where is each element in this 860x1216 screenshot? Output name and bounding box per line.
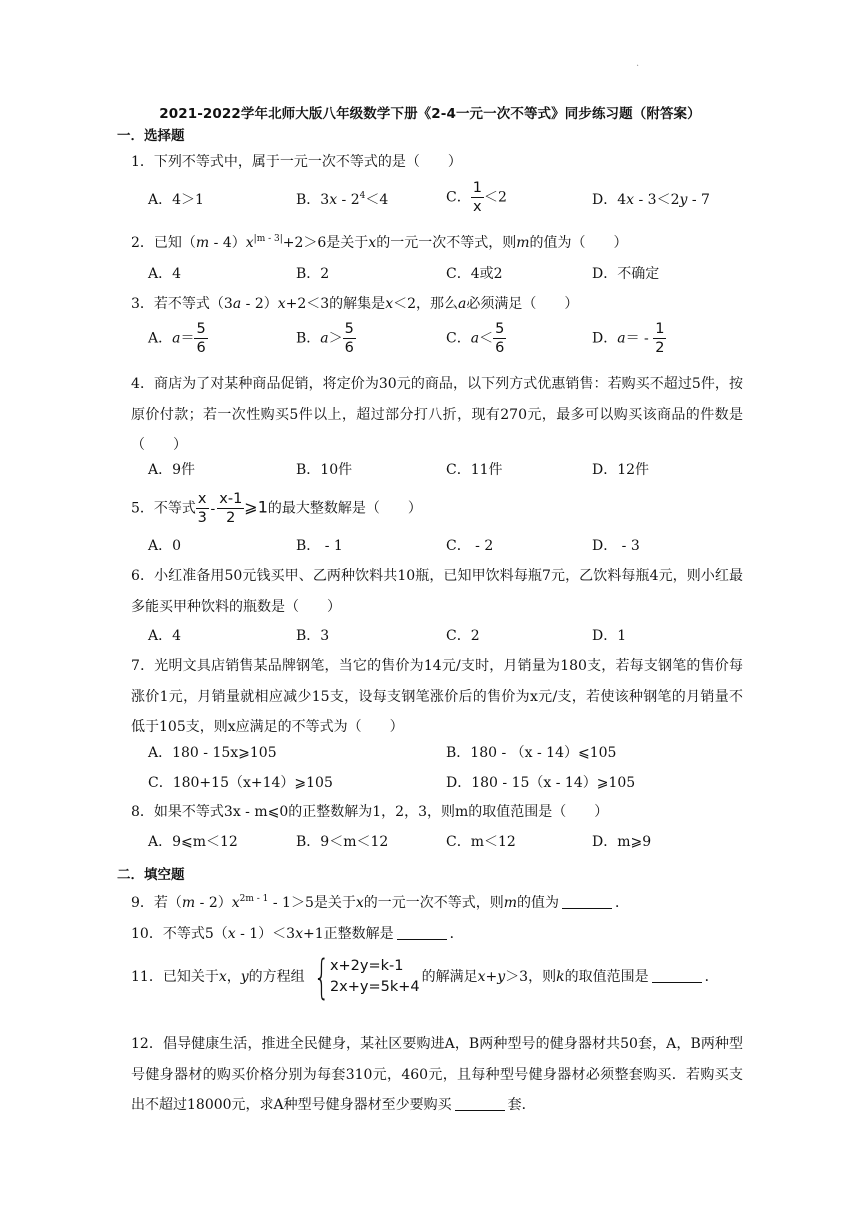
question-8: 8．如果不等式3x - m⩽0的正整数解为1，2，3，则m的取值范围是（ ） — [131, 804, 609, 820]
q6-option-d[interactable]: D．1 — [592, 628, 627, 644]
q1-option-c[interactable]: C． $\frac{1}{x}$ ＜2 — [446, 180, 507, 215]
page-marker: . — [636, 58, 640, 69]
question-5: 5．不等式 $\frac{x}{3}$ - $\frac{x-1}{2}$ ⩾1的最大整数解是（ ） — [131, 491, 422, 526]
q5-option-b[interactable]: B． - 1 — [296, 538, 343, 554]
q3-option-d[interactable]: D．a＝ - $\frac{1}{2}$ — [592, 321, 665, 356]
q2-option-a[interactable]: A．4 — [148, 266, 182, 282]
q7-option-c[interactable]: C．180+15（x+14）⩾105 — [148, 775, 333, 791]
q1-option-d[interactable]: D．4x - 3＜2y - 7 — [592, 192, 710, 208]
q10-answer-blank[interactable] — [397, 925, 447, 940]
q5-option-d[interactable]: D． - 3 — [592, 538, 640, 554]
q1-c-fraction: $\frac{1}{x}$ — [472, 180, 482, 215]
q4-option-d[interactable]: D．12件 — [592, 462, 650, 478]
question-7: 7．光明文具店销售某品牌钢笔，当它的售价为14元/支时，月销量为180支，若每支钢笔的售价每涨价1元，月销量就相应减少15支，设每支钢笔涨价后的售价为x元/支，若使该种钢笔的月销量不低于105支，则x应满足的不等式为（ ） — [131, 658, 743, 735]
q12-answer-blank[interactable] — [455, 1096, 505, 1111]
q6-option-b[interactable]: B．3 — [296, 628, 330, 644]
q8-option-b[interactable]: B．9＜m＜12 — [296, 834, 389, 850]
question-3: 3．若不等式（3a - 2）x+2＜3的解集是x＜2，那么a必须满足（ ） — [131, 296, 579, 312]
question-10: 10．不等式5（x - 1）＜3x+1正整数解是 ． — [131, 926, 464, 942]
equation-system: { x+2y=k-1 2x+y=5k+4 — [313, 950, 420, 1004]
q8-option-a[interactable]: A．9⩽m＜12 — [148, 834, 238, 850]
q4-option-b[interactable]: B．10件 — [296, 462, 353, 478]
q8-option-d[interactable]: D．m⩾9 — [592, 834, 652, 850]
q3-option-b[interactable]: B．a＞ $\frac{5}{6}$ — [296, 321, 354, 356]
q5-fraction-2: $\frac{x-1}{2}$ — [219, 491, 243, 526]
question-9: 9．若$(m - 2)x^{2m - 1} - 1>5$是关于x的一元一次不等式，则m的值为 ． — [131, 894, 630, 911]
section-fill-heading: 二．填空题 — [117, 867, 185, 883]
q3-option-c[interactable]: C．a＜ $\frac{5}{6}$ — [446, 321, 505, 356]
question-11: 11．已知关于x，y的方程组 { x+2y=k-1 2x+y=5k+4 的解满足x+y＞3，则k的取值范围是 ． — [131, 950, 719, 1004]
q7-option-d[interactable]: D．180 - 15（x - 14）⩾105 — [446, 775, 636, 791]
q7-option-b[interactable]: B．180 - （x - 14）⩽105 — [446, 745, 617, 761]
question-2: 2．已知$(m - 4)x^{|m - 3|}+2>6$是关于x的一元一次不等式，则m的值为（ ） — [131, 234, 628, 251]
q1-option-b[interactable]: B．$3x - 2^4<4$ — [296, 191, 389, 208]
q3-option-a[interactable]: A．a＝ $\frac{5}{6}$ — [148, 321, 206, 356]
q1-option-a[interactable]: A．4＞1 — [148, 192, 204, 208]
q5-option-a[interactable]: A．0 — [148, 538, 182, 554]
question-1: 1．下列不等式中，属于一元一次不等式的是（ ） — [131, 154, 462, 170]
question-4: 4．商店为了对某种商品促销，将定价为30元的商品，以下列方式优惠销售：若购买不超过5件，按原价付款；若一次性购买5件以上，超过部分打八折，现有270元，最多可以购买该商品的件数是（ ） — [131, 376, 743, 453]
page-title: 2021-2022学年北师大版八年级数学下册《2-4一元一次不等式》同步练习题（附答案） — [159, 106, 701, 122]
left-brace-icon: { — [313, 950, 330, 1004]
q9-answer-blank[interactable] — [562, 894, 612, 909]
q2-option-d[interactable]: D．不确定 — [592, 266, 660, 282]
q5-option-c[interactable]: C． - 2 — [446, 538, 494, 554]
section-choice-heading: 一．选择题 — [117, 128, 185, 144]
q11-answer-blank[interactable] — [652, 968, 702, 983]
q2-option-b[interactable]: B．2 — [296, 266, 330, 282]
question-12: 12．倡导健康生活，推进全民健身，某社区要购进A，B两种型号的健身器材共50套，A，B两种型号健身器材的购买价格分别为每套310元，460元，且每种型号健身器材必须整套购买．若购买支出不超过18000元，求A种型号健身器材至少要购买 套． — [131, 1036, 743, 1113]
q4-option-c[interactable]: C．11件 — [446, 462, 503, 478]
q6-option-c[interactable]: C．2 — [446, 628, 480, 644]
question-6: 6．小红准备用50元钱买甲、乙两种饮料共10瓶，已知甲饮料每瓶7元，乙饮料每瓶4元，则小红最多能买甲种饮料的瓶数是（ ） — [131, 568, 743, 615]
q6-option-a[interactable]: A．4 — [148, 628, 182, 644]
q2-option-c[interactable]: C．4或2 — [446, 266, 503, 282]
q5-fraction-1: $\frac{x}{3}$ — [197, 491, 207, 526]
q4-option-a[interactable]: A．9件 — [148, 462, 196, 478]
q7-option-a[interactable]: A．180 - 15x⩾105 — [148, 745, 277, 761]
q8-option-c[interactable]: C．m＜12 — [446, 834, 516, 850]
